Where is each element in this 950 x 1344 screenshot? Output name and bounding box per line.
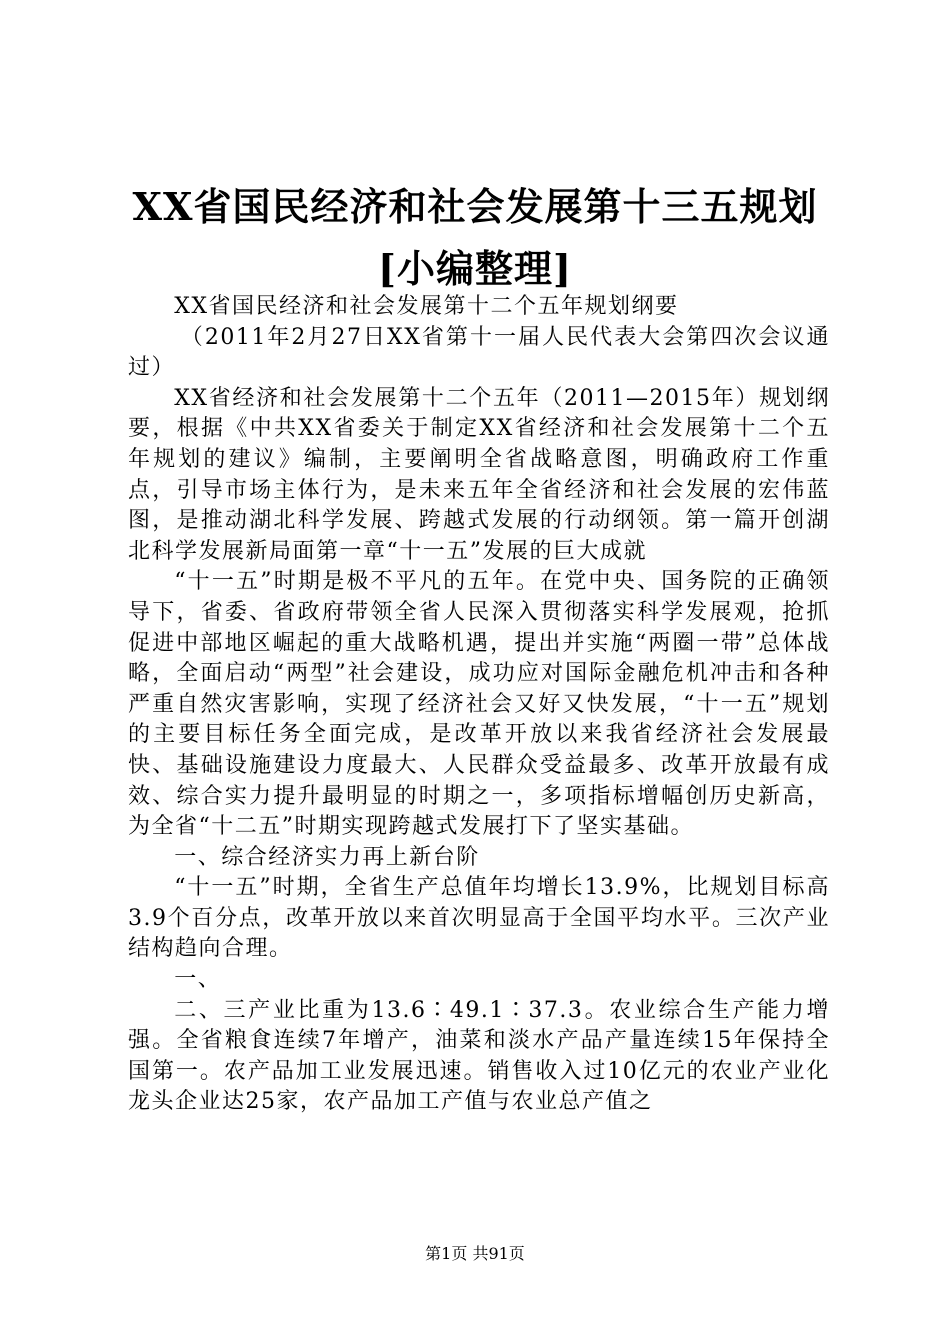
paragraph-intro: XX省经济和社会发展第十二个五年（2011—2015年）规划纲要，根据《中共XX省委关于制定XX省经济和社会发展第十二个五年规划的建议》编制，主要阐明全省战略意图，明确政府工作重点，引导市场主体行为，是未来五年全省经济和社会发展的宏伟蓝图，是推动湖北科学发展、跨越式发展的行动纲领。第一篇开创湖北科学发展新局面第一章“十一五”发展的巨大成就 (128, 385, 830, 564)
paragraph-achievements: “十一五”时期是极不平凡的五年。在党中央、国务院的正确领导下，省委、省政府带领全省人民深入贯彻落实科学发展观，抢抓促进中部地区崛起的重大战略机遇，提出并实施“两圈一带”总体战略，全面启动“两型”社会建设，成功应对国际金融危机冲击和各种严重自然灾害影响，实现了经济社会又好又快发展，“十一五”规划的主要目标任务全面完成，是改革开放以来我省经济社会发展最快、基础设施建设力度最大、人民群众受益最多、改革开放最有成效、综合实力提升最明显的时期之一，多项指标增幅创历史新高，为全省“十二五”时期实现跨越式发展打下了坚实基础。 (128, 569, 830, 840)
paragraph-industry-structure: 二、三产业比重为13.6∶49.1∶37.3。农业综合生产能力增强。全省粮食连续7年增产，油菜和淡水产品产量连续15年保持全国第一。农产品加工业发展迅速。销售收入过10亿元的农业产业化龙头企业达25家，农产品加工产值与农业总产值之 (128, 997, 830, 1115)
paragraph-adoption-note: （2011年2月27日XX省第十一届人民代表大会第四次会议通过） (128, 324, 830, 381)
section-heading-economy: 一、综合经济实力再上新台阶 (174, 844, 480, 870)
paragraph-subtitle: XX省国民经济和社会发展第十二个五年规划纲要 (174, 294, 679, 319)
page-footer: 第1页 共91页 (425, 1244, 525, 1263)
document-body (128, 292, 830, 1118)
paragraph-fragment: 一、 (174, 967, 222, 993)
paragraph-gdp-growth: “十一五”时期，全省生产总值年均增长13.9%，比规划目标高3.9个百分点，改革开放以来首次明显高于全国平均水平。三次产业结构趋向合理。 (128, 875, 830, 962)
document-title: XX省国民经济和社会发展第十三五规划[小编整理] (132, 184, 818, 291)
